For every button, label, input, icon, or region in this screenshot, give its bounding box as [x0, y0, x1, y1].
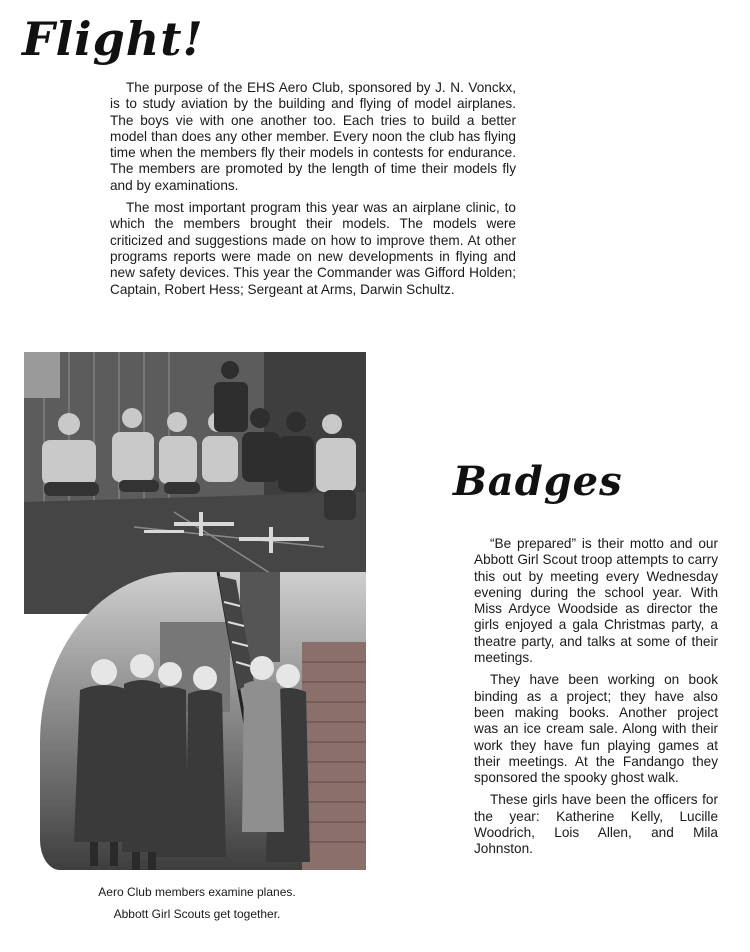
badges-paragraph-2: They have been working on book binding as a project; they have also been making books. Another project was an ice cream sale. Along with their work they have fun playing games at their meetings. At the Fandango they sponsored the spooky ghost walk. [474, 672, 718, 786]
girl-scouts-caption: Abbott Girl Scouts get together. [113, 907, 281, 921]
badges-paragraph-3: These girls have been the officers for the year: Katherine Kelly, Lucille Woodrich, Lois Allen, and Mila Johnston. [474, 792, 718, 857]
badges-paragraph-1: “Be prepared” is their motto and our Abbott Girl Scout troop attempts to carry this out by meeting every Wednesday evening during the school year. With Miss Ardyce Woodside as director the girls enjoyed a gala Christmas party, a theatre party, and talks at some of their meetings. [474, 536, 718, 666]
badges-heading: Badges [453, 458, 623, 505]
girl-scouts-photo [40, 572, 366, 870]
badges-article [474, 536, 718, 858]
flight-heading: Flight! [22, 12, 204, 66]
flight-article [110, 80, 516, 298]
aero-club-caption: Aero Club members examine planes. [98, 885, 296, 899]
flight-paragraph-1: The purpose of the EHS Aero Club, sponsored by J. N. Vonckx, is to study aviation by the building and flying of model airplanes. The boys vie with one another too. Each tries to build a better model than does any other member. Every noon the club has flying time when the members fly their models in contests for endurance. The members are promoted by the length of time their models fly and by examinations. [110, 80, 516, 193]
flight-paragraph-2: The most important program this year was an airplane clinic, to which the members brought their models. The models were criticized and suggestions made on how to improve them. At other programs reports were made on new developments in flying and new safety devices. This year the Commander was Gifford Holden; Captain, Robert Hess; Sergeant at Arms, Darwin Schultz. [110, 200, 516, 297]
